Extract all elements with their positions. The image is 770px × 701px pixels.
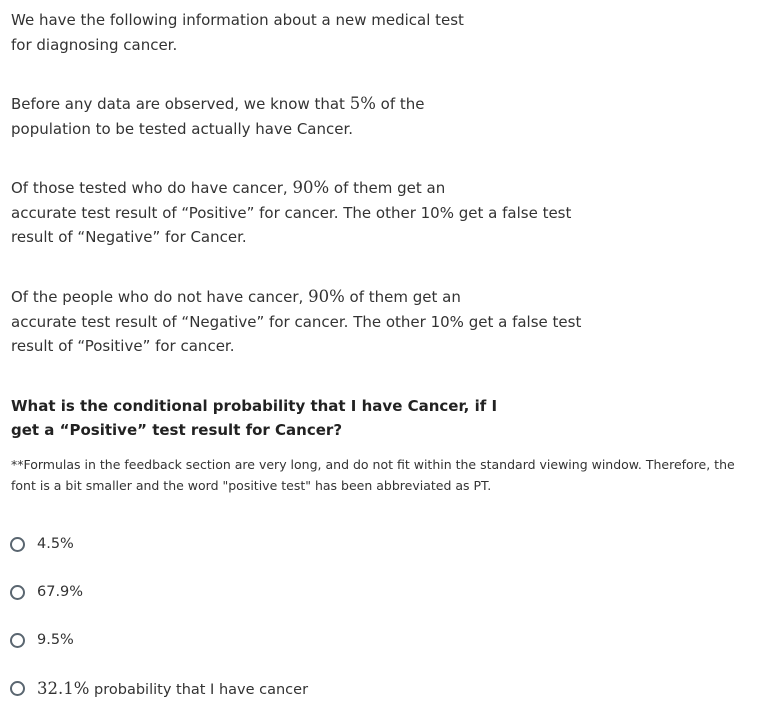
prior-percent: 5% xyxy=(349,94,376,113)
sensitivity-line-2: accurate test result of “Positive” for cancer. The other 10% get a false test xyxy=(11,203,572,222)
specificity-text-post: of them get an xyxy=(344,288,461,306)
radio-button-icon[interactable] xyxy=(10,633,25,648)
sensitivity-percent: 90% xyxy=(292,178,330,197)
sensitivity-line-3: result of “Negative” for Cancer. xyxy=(11,228,247,246)
answer-option-label: 4.5% xyxy=(37,536,74,552)
radio-button-icon[interactable] xyxy=(10,537,25,552)
note-line-1: **Formulas in the feedback section are very long, and do not fit within the standard viewing window. Therefore, the xyxy=(11,457,735,472)
answer-option-1[interactable] xyxy=(10,532,74,556)
formula-note xyxy=(11,454,735,496)
question-line-2: get a “Positive” test result for Cancer? xyxy=(11,421,343,439)
intro-line-2: for diagnosing cancer. xyxy=(11,35,178,54)
prior-text-pre: Before any data are observed, we know that xyxy=(11,95,350,113)
specificity-line-3: result of “Positive” for cancer. xyxy=(11,337,235,355)
radio-button-icon[interactable] xyxy=(10,585,25,600)
sensitivity-line-1 xyxy=(11,176,571,201)
sensitivity-paragraph xyxy=(11,176,571,250)
sensitivity-text-post: of them get an xyxy=(329,179,446,197)
sensitivity-text-pre: Of those tested who do have cancer, xyxy=(11,179,293,197)
answer-option-3[interactable] xyxy=(10,628,74,652)
answer-option-4[interactable] xyxy=(10,676,308,700)
prior-paragraph xyxy=(11,92,425,141)
answer-option-label: 9.5% xyxy=(37,632,74,648)
answer-option-2[interactable] xyxy=(10,580,83,604)
intro-paragraph xyxy=(11,8,464,57)
answer-option-label xyxy=(37,679,308,698)
specificity-line-2: accurate test result of “Negative” for cancer. The other 10% get a false test xyxy=(11,312,582,331)
radio-button-icon[interactable] xyxy=(10,681,25,696)
specificity-percent: 90% xyxy=(308,287,345,306)
prior-line-1 xyxy=(11,92,425,117)
answer-option-text: probability that I have cancer xyxy=(89,681,309,698)
prior-line-2: population to be tested actually have Cancer. xyxy=(11,119,354,138)
specificity-paragraph xyxy=(11,285,581,359)
question-text xyxy=(11,394,497,442)
answer-option-percent: 32.1% xyxy=(37,678,90,698)
question-line-1: What is the conditional probability that I have Cancer, if I xyxy=(11,397,498,415)
specificity-text-pre: Of the people who do not have cancer, xyxy=(11,288,309,306)
specificity-line-1 xyxy=(11,285,581,310)
prior-text-post: of the xyxy=(375,95,425,113)
intro-line-1: We have the following information about a new medical test xyxy=(11,11,464,29)
note-line-2: font is a bit smaller and the word "positive test" has been abbreviated as PT. xyxy=(11,478,492,493)
answer-option-label: 67.9% xyxy=(37,584,84,600)
